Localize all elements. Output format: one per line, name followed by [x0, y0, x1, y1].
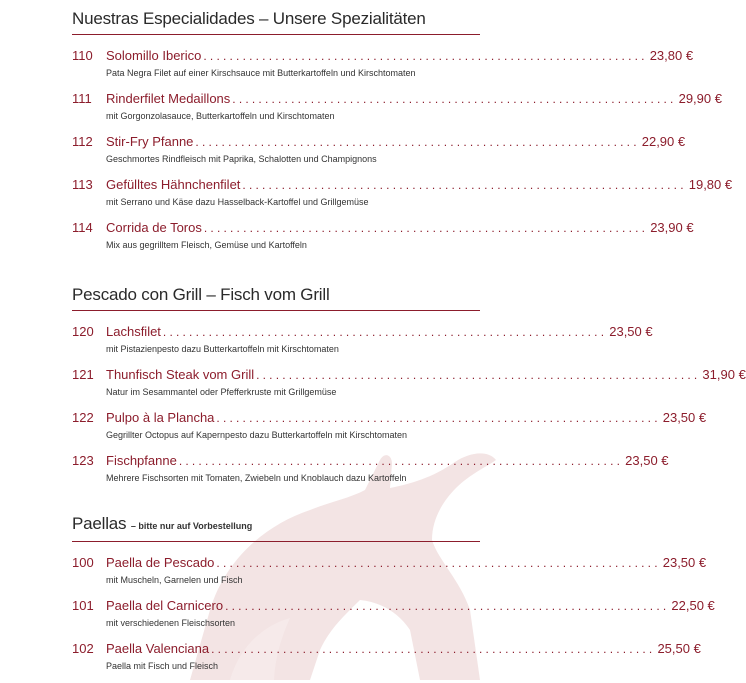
- item-description: Mix aus gegrilltem Fleisch, Gemüse und Kartoffeln: [106, 240, 307, 250]
- leader-dots: ....................................................................: [203, 49, 648, 63]
- item-name: Solomillo Iberico: [106, 48, 202, 63]
- menu-item: [72, 90, 722, 133]
- item-price: 23,50 €: [609, 324, 653, 339]
- item-description: mit Gorgonzolasauce, Butterkartoffeln und Kirschtomaten: [106, 111, 335, 121]
- leader-dots: ....................................................................: [178, 454, 624, 468]
- menu-item: [72, 366, 746, 409]
- item-name: Fischpfanne: [106, 453, 177, 468]
- item-number: 114: [72, 220, 93, 235]
- item-number: 102: [72, 641, 94, 656]
- item-number: 120: [72, 324, 94, 339]
- menu-item: [72, 554, 707, 597]
- menu-item: [72, 219, 694, 262]
- item-name: Thunfisch Steak vom Grill: [106, 367, 255, 382]
- item-list: [72, 323, 746, 495]
- item-description: mit Serrano und Käse dazu Hasselback-Kartoffel und Grillgemüse: [106, 197, 369, 207]
- item-price: 29,90 €: [678, 91, 722, 106]
- menu-item: [72, 133, 686, 176]
- menu-item: [72, 47, 694, 90]
- leader-dots: ....................................................................: [256, 368, 701, 382]
- item-price: 25,50 €: [657, 641, 701, 656]
- item-description: Geschmortes Rindfleisch mit Paprika, Schalotten und Champignons: [106, 154, 377, 164]
- item-price: 23,80 €: [649, 48, 694, 63]
- leader-dots: ....................................................................: [162, 325, 608, 339]
- menu-item: [72, 597, 715, 640]
- item-description: mit Pistazienpesto dazu Butterkartoffeln mit Kirschtomaten: [106, 344, 339, 354]
- item-list: [72, 47, 733, 262]
- item-price: 19,80 €: [688, 177, 733, 192]
- section-specialties: [72, 9, 733, 262]
- item-name: Lachsfilet: [106, 324, 161, 339]
- leader-dots: ....................................................................: [203, 221, 649, 235]
- item-name: Paella Valenciana: [106, 641, 210, 656]
- item-number: 101: [72, 598, 94, 613]
- menu-item: [72, 176, 733, 219]
- item-number: 111: [72, 91, 92, 106]
- item-name: Gefülltes Hähnchenfilet: [106, 177, 241, 192]
- item-description: Paella mit Fisch und Fleisch: [106, 661, 219, 671]
- item-number: 123: [72, 453, 94, 468]
- section-fish: [72, 285, 746, 495]
- menu-item: [72, 640, 701, 683]
- item-price: 23,50 €: [662, 410, 707, 425]
- leader-dots: ....................................................................: [216, 556, 661, 570]
- menu-item: [72, 452, 669, 495]
- item-name: Paella del Carnicero: [106, 598, 224, 613]
- section-paellas: [72, 514, 715, 683]
- leader-dots: ....................................................................: [232, 92, 677, 106]
- item-name: Rinderfilet Medaillons: [106, 91, 231, 106]
- leader-dots: ....................................................................: [211, 642, 656, 656]
- leader-dots: ....................................................................: [195, 135, 640, 149]
- item-description: Pata Negra Filet auf einer Kirschsauce mit Butterkartoffeln und Kirschtomaten: [106, 68, 416, 78]
- item-description: Gegrillter Octopus auf Kapernpesto dazu Butterkartoffeln mit Kirschtomaten: [106, 430, 407, 440]
- item-description: Natur im Sesammantel oder Pfefferkruste mit Grillgemüse: [106, 387, 337, 397]
- item-name: Paella de Pescado: [106, 555, 215, 570]
- item-number: 113: [72, 177, 93, 192]
- item-price: 23,50 €: [662, 555, 707, 570]
- item-price: 23,50 €: [625, 453, 669, 468]
- menu-item: [72, 409, 707, 452]
- leader-dots: ....................................................................: [216, 411, 661, 425]
- item-price: 31,90 €: [702, 367, 746, 382]
- menu-item: [72, 323, 653, 366]
- item-name: Pulpo à la Plancha: [106, 410, 215, 425]
- item-number: 122: [72, 410, 94, 425]
- item-number: 100: [72, 555, 94, 570]
- section-note: – bitte nur auf Vorbestellung: [130, 521, 253, 531]
- item-name: Corrida de Toros: [106, 220, 202, 235]
- leader-dots: ....................................................................: [225, 599, 670, 613]
- item-description: mit Muscheln, Garnelen und Fisch: [106, 575, 243, 585]
- item-price: 22,90 €: [641, 134, 686, 149]
- item-number: 110: [72, 48, 93, 63]
- item-list: [72, 554, 715, 683]
- leader-dots: ....................................................................: [242, 178, 687, 192]
- item-description: mit verschiedenen Fleischsorten: [106, 618, 236, 628]
- section-title: Nuestras Especialidades – Unsere Spezialitäten: [72, 9, 480, 35]
- item-price: 22,50 €: [671, 598, 715, 613]
- section-title: Paellas – bitte nur auf Vorbestellung: [72, 514, 480, 542]
- item-price: 23,90 €: [650, 220, 694, 235]
- item-name: Stir-Fry Pfanne: [106, 134, 194, 149]
- item-description: Mehrere Fischsorten mit Tomaten, Zwiebeln und Knoblauch dazu Kartoffeln: [106, 473, 407, 483]
- item-number: 112: [72, 134, 93, 149]
- section-title: Pescado con Grill – Fisch vom Grill: [72, 285, 480, 311]
- item-number: 121: [72, 367, 94, 382]
